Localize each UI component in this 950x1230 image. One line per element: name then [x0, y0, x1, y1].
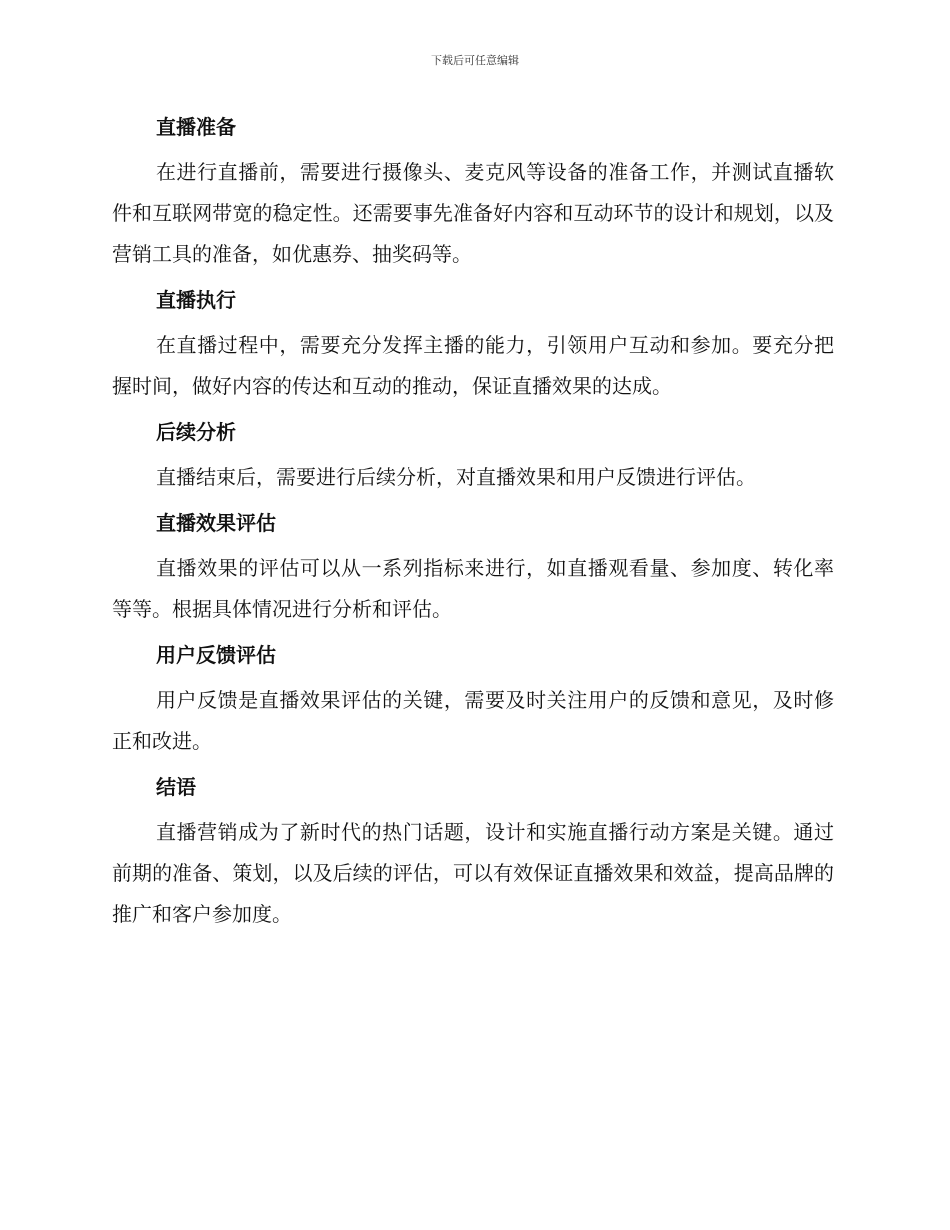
section-paragraph: 直播营销成为了新时代的热门话题，设计和实施直播行动方案是关键。通过前期的准备、策划，以及后续的评估，可以有效保证直播效果和效益，提高品牌的推广和客户参加度。: [112, 820, 834, 926]
section-effect-evaluation: [112, 506, 834, 638]
section-title: 用户反馈评估: [156, 643, 276, 667]
section-paragraph: 直播效果的评估可以从一系列指标来进行，如直播观看量、参加度、转化率等等。根据具体情况进行分析和评估。: [112, 556, 834, 621]
section-live-execution: [112, 283, 834, 415]
section-paragraph: 在进行直播前，需要进行摄像头、麦克风等设备的准备工作，并测试直播软件和互联网带宽的稳定性。还需要事先准备好内容和互动环节的设计和规划，以及营销工具的准备，如优惠券、抽奖码等。: [112, 160, 834, 266]
document-body: [112, 110, 834, 935]
section-live-prep: [112, 110, 834, 283]
page-header: 下载后可任意编辑: [431, 54, 519, 67]
section-follow-up-analysis: [112, 415, 834, 506]
section-title: 直播准备: [156, 115, 236, 139]
section-paragraph: 在直播过程中，需要充分发挥主播的能力，引领用户互动和参加。要充分把握时间，做好内容的传达和互动的推动，保证直播效果的达成。: [112, 333, 834, 398]
section-title: 后续分析: [156, 420, 236, 444]
section-conclusion: [112, 770, 834, 935]
section-title: 结语: [156, 775, 196, 799]
section-user-feedback: [112, 638, 834, 770]
section-paragraph: 直播结束后，需要进行后续分析，对直播效果和用户反馈进行评估。: [156, 465, 756, 489]
section-title: 直播效果评估: [156, 511, 276, 535]
section-paragraph: 用户反馈是直播效果评估的关键，需要及时关注用户的反馈和意见，及时修正和改进。: [112, 688, 834, 753]
section-title: 直播执行: [156, 288, 236, 312]
